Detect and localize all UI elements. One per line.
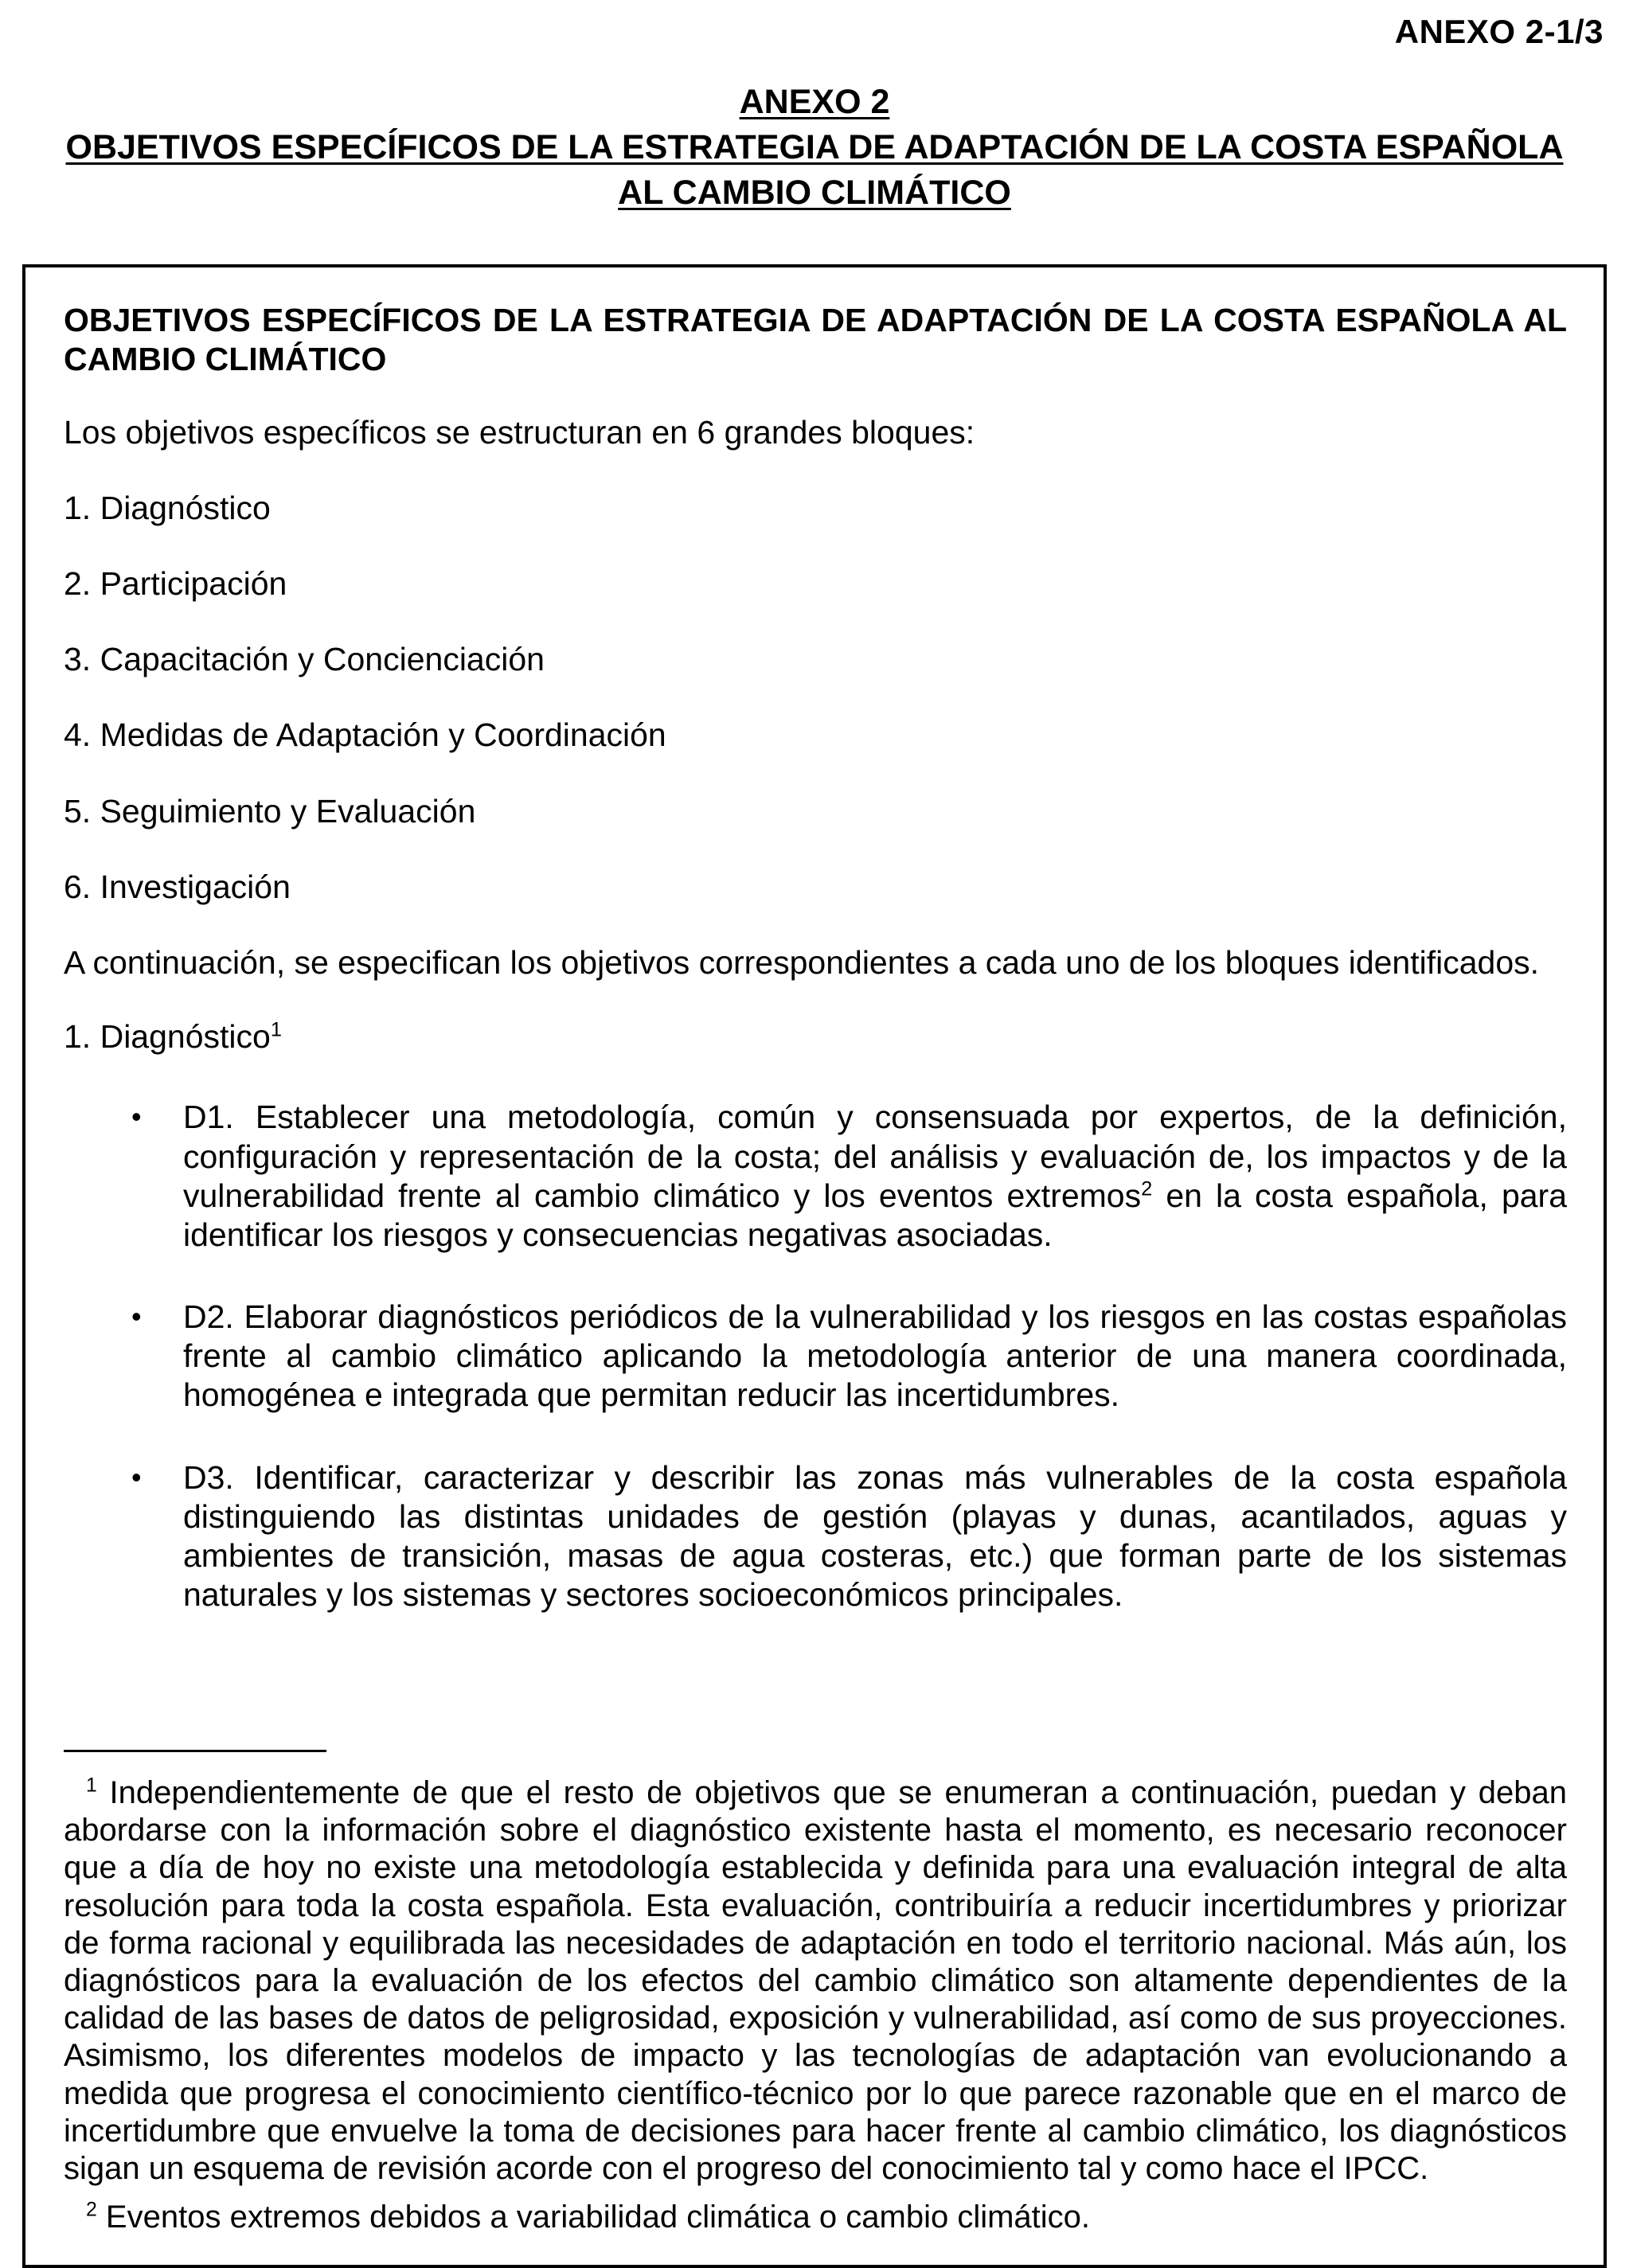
bullet-text-d2 xyxy=(183,1298,1567,1415)
footnote-ref-1-marker: 1 xyxy=(270,1018,282,1041)
document-title xyxy=(22,80,1607,215)
bullet-icon: • xyxy=(131,1100,142,1134)
footnote-2 xyxy=(64,2199,1567,2236)
bullet-item-d2 xyxy=(131,1298,1567,1415)
block-item-1: 1. Diagnóstico xyxy=(64,489,271,526)
bullet-icon: • xyxy=(131,1460,142,1493)
block-item-6: 6. Investigación xyxy=(64,868,291,905)
footnote-1 xyxy=(64,1774,1567,2188)
bullet-text-d3 xyxy=(183,1458,1567,1615)
bullet-item-d3 xyxy=(131,1458,1567,1615)
bullet-icon: • xyxy=(131,1300,142,1333)
block-item-3: 3. Capacitación y Concienciación xyxy=(64,641,545,678)
content-box xyxy=(22,264,1607,2268)
footnote-1-text: Independientemente de que el resto de objetivos que se enumeran a continuación, puedan y deban abordarse con la información sobre el diagnóstico existente hasta el momento, es necesario reconocer que a día de hoy no existe una metodología establecida y definida para una evaluación integral de alta resolución para toda la costa española. Esta evaluación, contribuiría a reducir incertidumbres y priorizar de forma racional y equilibrada las necesidades de adaptación en todo el territorio nacional. Más aún, los diagnósticos para la evaluación de los efectos del cambio climático son altamente dependientes de la calidad de las bases de datos de peligrosidad, exposición y vulnerabilidad, así como de sus proyecciones. Asimismo, los diferentes modelos de impacto y las tecnologías de adaptación van evolucionando a medida que progresa el conocimiento científico-técnico por lo que parece razonable que en el marco de incertidumbre que envuelve la toma de decisiones para hacer frente al cambio climático, los diagnósticos sigan un esquema de revisión acorde con el progreso del conocimiento tal y como hace el IPCC. xyxy=(64,1775,1567,2186)
block-item-4: 4. Medidas de Adaptación y Coordinación xyxy=(64,716,666,754)
box-heading: OBJETIVOS ESPECÍFICOS DE LA ESTRATEGIA DE ADAPTACIÓN DE LA COSTA ESPAÑOLA AL CAMBIO CLIMÁTICO xyxy=(64,302,1567,378)
footnote-section xyxy=(64,1750,1567,2236)
bullet-d3-text: D3. Identificar, caracterizar y describir las zonas más vulnerables de la costa española distinguiendo las distintas unidades de gestión (playas y dunas, acantilados, aguas y ambientes de transición, masas de agua costeras, etc.) que forman parte de los sistemas naturales y los sistemas y sectores socioeconómicos principales. xyxy=(183,1458,1567,1614)
page-number: ANEXO 2-1/3 xyxy=(1394,13,1604,50)
section-label: 1. Diagnóstico xyxy=(64,1018,271,1056)
intro-text: Los objetivos específicos se estructuran en 6 grandes bloques: xyxy=(64,413,975,451)
footnote-2-text: Eventos extremos debidos a variabilidad climática o cambio climático. xyxy=(105,2200,1091,2235)
block-item-5: 5. Seguimiento y Evaluación xyxy=(64,792,476,830)
footnote-ref-2-marker: 2 xyxy=(1141,1177,1153,1200)
footnote-2-ref: 2 xyxy=(86,2199,97,2221)
footnote-separator xyxy=(64,1750,326,1752)
bullet-d2-text: D2. Elaborar diagnósticos periódicos de la vulnerabilidad y los riesgos en las costas españolas frente al cambio climático aplicando la metodología anterior de una manera coordinada, homogénea e integrada que permitan reducir las incertidumbres. xyxy=(183,1298,1567,1414)
bullet-item-d1 xyxy=(131,1098,1567,1255)
title-line-3: AL CAMBIO CLIMÁTICO xyxy=(618,173,1011,212)
bullet-text-d1 xyxy=(183,1098,1567,1255)
title-line-2: OBJETIVOS ESPECÍFICOS DE LA ESTRATEGIA DE ADAPTACIÓN DE LA COSTA ESPAÑOLA xyxy=(65,127,1564,166)
bullet-list xyxy=(64,1098,1567,1657)
footnote-1-ref: 1 xyxy=(86,1774,97,1797)
bullet-d1-before: D1. Establecer una metodología, común y consensuada por expertos, de la definición, configuración y representación de la costa; del análisis y evaluación de, los impactos y de la vulnerabilidad frente al cambio climático y los eventos extremos xyxy=(183,1099,1567,1214)
block-item-2: 2. Participación xyxy=(64,565,287,602)
bullet-d1-after: en la costa española, para identificar los riesgos y consecuencias negativas asociadas. xyxy=(183,1177,1567,1253)
block-list xyxy=(64,489,1567,943)
continuation-text: A continuación, se especifican los objetivos correspondientes a cada uno de los bloques identificados. xyxy=(64,943,1540,981)
section-heading-diagnostico xyxy=(64,1017,1567,1056)
title-line-1: ANEXO 2 xyxy=(739,83,890,121)
